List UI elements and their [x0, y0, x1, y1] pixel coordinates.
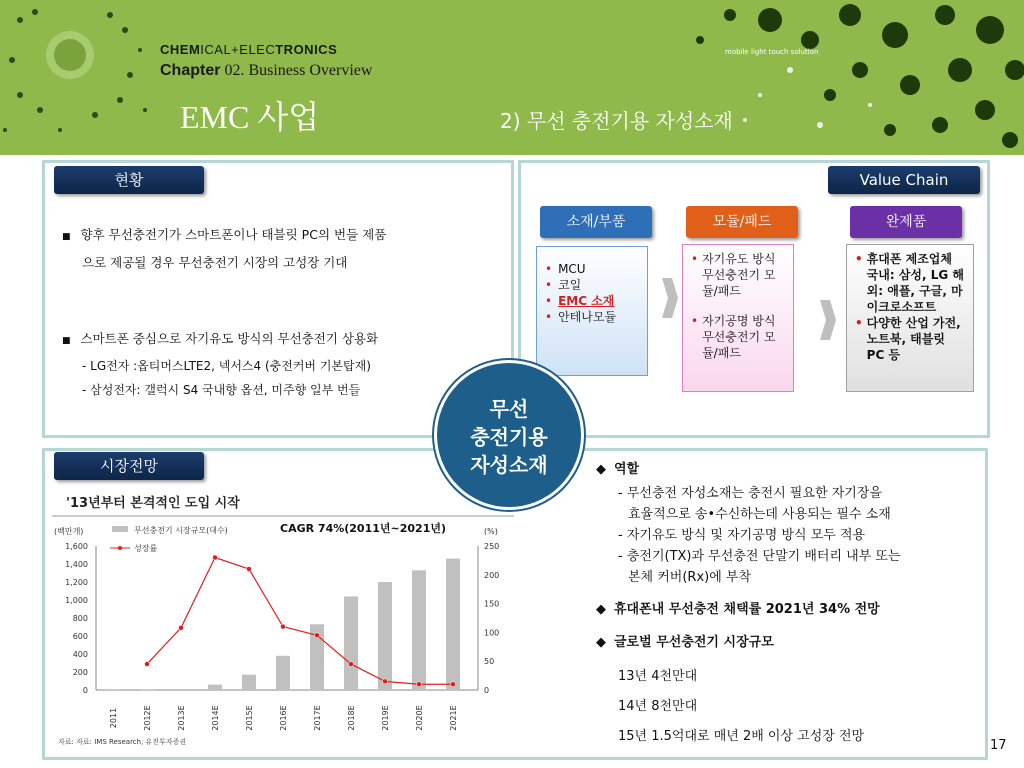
chapter-label: Chapter 02. Business Overview: [160, 62, 373, 79]
circle-line-3: 자성소재: [470, 453, 548, 477]
x-tick: 2016E: [279, 705, 288, 731]
y-right-tick: 100: [484, 628, 500, 638]
y-left-tick: 1,000: [65, 596, 88, 605]
page-title: EMC 사업: [180, 99, 320, 135]
x-tick: 2013E: [177, 705, 186, 731]
tagline: mobile light touch solution: [725, 48, 819, 56]
growth-point: [179, 625, 184, 630]
materials-item-3: EMC 소재: [558, 294, 615, 308]
growth-point: [417, 682, 422, 687]
legend-line-marker: [118, 546, 122, 550]
col-materials-box: • MCU • 코일 • EMC 소재 • 안테나모듈: [536, 246, 648, 376]
role-line-3: - 충전기(TX)과 무선충전 단말기 배터리 내부 또는: [618, 549, 901, 564]
point-market: 글로벌 무선충전기 시장규모: [614, 635, 774, 650]
product-item-1: 휴대폰 제조업체 국내: 삼성, LG 해외: 애플, 구글, 마이크로소프트: [866, 252, 965, 314]
y-right-tick: 150: [484, 599, 500, 609]
bar: [344, 596, 358, 690]
x-tick: 2018E: [347, 705, 356, 731]
header-banner: [0, 0, 1024, 155]
growth-point: [315, 633, 320, 638]
market-line-2: 14년 8천만대: [618, 699, 698, 714]
x-tick: 2015E: [245, 705, 254, 731]
role-line-1: - 무선충전 자성소재는 충전시 필요한 자기장을: [618, 486, 882, 501]
growth-point: [247, 567, 252, 572]
col-module-head: 모듈/패드: [686, 206, 798, 238]
materials-item-4: 안테나모듈: [558, 310, 617, 324]
growth-point: [145, 662, 150, 667]
chevron-right-icon: [820, 300, 836, 340]
x-tick: 2020E: [415, 705, 424, 731]
materials-item-1: MCU: [558, 262, 586, 276]
circle-line-2: 충전기용: [470, 425, 548, 449]
role-line-3b: 본체 커버(Rx)에 부착: [628, 570, 752, 585]
status-bullets: ■ 향후 무선충전기가 스마트폰이나 태블릿 PC의 번들 제품 으로 제공될 경우 무선충전기 시장의 고성장 기대 ■ 스마트폰 중심으로 자기유도 방식의 무선충전기 상용화 - LG전자 :옵티머스LTE2, 넥서스4 (충전커버 기본탑재) - 삼성전자: 갤럭시 S4 국내향 옵션, 미주향 일부 번들: [62, 222, 502, 402]
circle-line-1: 무선: [489, 397, 529, 421]
growth-point: [349, 662, 354, 667]
y-right-tick: 250: [484, 542, 500, 551]
x-tick: 2014E: [211, 705, 220, 731]
x-tick: 2017E: [313, 705, 322, 731]
bar: [242, 675, 256, 690]
y-left-label: (백만개): [54, 527, 84, 536]
bar: [378, 582, 392, 690]
brand-logo: CHEMICAL+ELECTRONICS: [160, 42, 338, 57]
role-line-2: - 자기유도 방식 및 자기공명 방식 모두 적용: [618, 528, 866, 543]
value-chain-tag: Value Chain: [828, 166, 980, 194]
page-number: 17: [990, 738, 1007, 753]
status-bullet-2: 스마트폰 중심으로 자기유도 방식의 무선충전기 상용화: [80, 331, 379, 346]
legend-bar-label: 무선충전기 시장규모(대수): [134, 526, 228, 535]
x-tick: 2012E: [143, 705, 152, 731]
cagr-annotation: CAGR 74%(2011년~2021년): [280, 522, 446, 535]
outlook-tag: 시장전망: [54, 452, 204, 480]
y-left-tick: 0: [82, 686, 88, 695]
y-left-tick: 200: [72, 668, 88, 677]
market-chart: [52, 486, 514, 748]
col-product-head: 완제품: [850, 206, 962, 238]
growth-point: [281, 624, 286, 629]
legend-bar-swatch: [112, 526, 128, 532]
status-bullet-1b: 으로 제공될 경우 무선충전기 시장의 고성장 기대: [82, 255, 348, 270]
y-right-tick: 0: [484, 686, 490, 695]
bar: [208, 685, 222, 690]
chart-title: '13년부터 본격적인 도입 시작: [66, 496, 240, 511]
status-sub-1: - LG전자 :옵티머스LTE2, 넥서스4 (충전커버 기본탑재): [82, 359, 371, 373]
bar: [174, 689, 188, 690]
y-right-tick: 50: [484, 657, 495, 667]
bar: [446, 559, 460, 690]
market-line-3: 15년 1.5억대로 매년 2배 이상 고성장 전망: [618, 729, 865, 744]
status-bullet-1: 향후 무선충전기가 스마트폰이나 태블릿 PC의 번들 제품: [80, 227, 387, 242]
outlook-text: ◆ 역할 - 무선충전 자성소재는 충전시 필요한 자기장을 효율적으로 송•수신하는데 사용되는 필수 소재 - 자기유도 방식 및 자기공명 방식 모두 적용 - 충전기(TX)과 무선충전 단말기 배터리 내부 또는 본체 커버(Rx)에 부착 ◆ 휴대폰내 무선충전 채택률 2021년 34% 전망 ◆ 글로벌 무선충전기 시장규모 13년 4천만대 14년 8천만대 15년 1.5억대로 매년 2배 이상 고성장 전망: [596, 458, 901, 752]
col-materials-head: 소재/부품: [540, 206, 652, 238]
bar: [276, 656, 290, 690]
module-item-1: 자기유도 방식 무선충전기 모듈/패드: [702, 252, 776, 298]
x-tick: 2021E: [449, 705, 458, 731]
topic-circle: [434, 360, 584, 510]
x-tick: 2019E: [381, 705, 390, 731]
role-line-1b: 효율적으로 송•수신하는데 사용되는 필수 소재: [628, 507, 891, 522]
y-left-tick: 800: [72, 614, 88, 623]
bar: [412, 570, 426, 690]
y-left-tick: 600: [72, 632, 88, 641]
y-left-tick: 1,600: [65, 542, 88, 551]
market-line-1: 13년 4천만대: [618, 669, 698, 684]
y-right-label: (%): [484, 527, 498, 536]
y-right-tick: 200: [484, 570, 500, 580]
growth-point: [451, 682, 456, 687]
y-left-tick: 1,200: [65, 578, 88, 587]
point-adoption: 휴대폰내 무선충전 채택률 2021년 34% 전망: [614, 602, 880, 617]
module-item-2: 자기공명 방식 무선충전기 모듈/패드: [702, 314, 776, 360]
status-tag: 현황: [54, 166, 204, 194]
chevron-right-icon: [662, 278, 678, 318]
growth-point: [383, 679, 388, 684]
legend-line-label: 성장률: [134, 544, 158, 553]
col-module-box: • 자기유도 방식 무선충전기 모듈/패드 • 자기공명 방식 무선충전기 모듈/패드: [682, 244, 794, 392]
y-left-tick: 400: [72, 650, 88, 659]
x-tick: 2011: [109, 707, 118, 729]
growth-line: [147, 558, 453, 685]
y-left-tick: 1,400: [65, 560, 88, 569]
materials-item-2: 코일: [558, 278, 582, 292]
status-sub-2: - 삼성전자: 갤럭시 S4 국내향 옵션, 미주향 일부 번들: [82, 383, 361, 397]
growth-point: [213, 555, 218, 560]
col-product-box: • 휴대폰 제조업체 국내: 삼성, LG 해외: 애플, 구글, 마이크로소프트 • 다양한 산업 가전, 노트북, 태블릿 PC 등: [846, 244, 974, 392]
product-item-2: 다양한 산업 가전, 노트북, 태블릿 PC 등: [866, 316, 961, 362]
chart-source: 자료: 자료: IMS Research, 유진투자증권: [58, 738, 187, 746]
role-title: 역할: [614, 462, 640, 477]
page-subtitle: 2) 무선 충전기용 자성소재: [500, 109, 733, 133]
chart-svg: [52, 486, 514, 748]
